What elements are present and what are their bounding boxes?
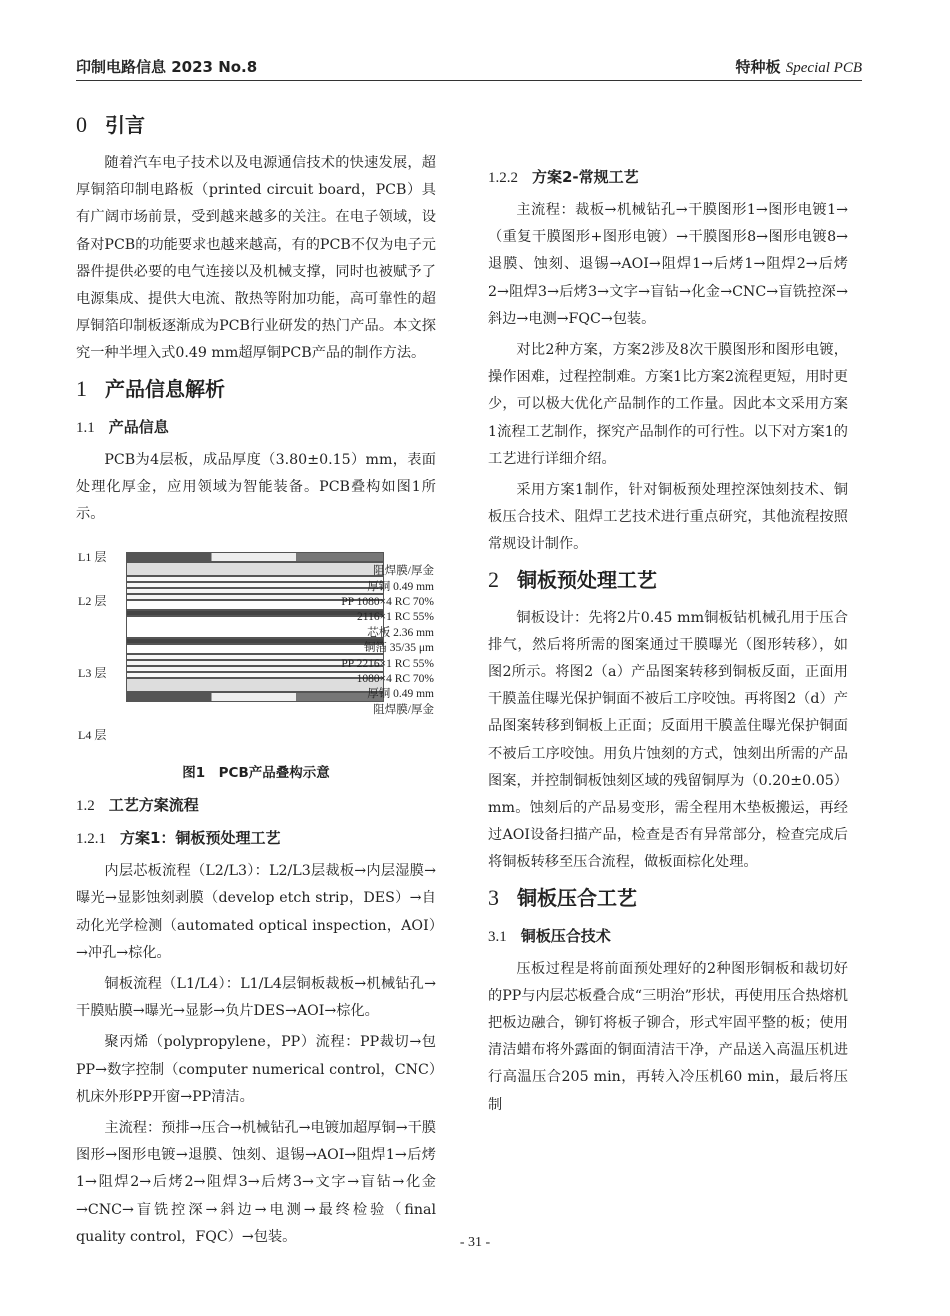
journal-title: 印制电路信息 2023 No.8 [76, 58, 258, 76]
heading-text: 铜板压合工艺 [517, 885, 637, 910]
section-tag-en: Special PCB [785, 60, 862, 76]
annotation: PP 2216×1 RC 55% [341, 657, 434, 670]
heading-number: 1.2.1 [76, 831, 106, 848]
heading-sec1-2 [76, 792, 436, 819]
stackup-annotations [310, 564, 434, 718]
pp-flow: 聚丙烯（polypropylene，PP）流程：PP裁切→包PP→数字控制（computer numerical control，CNC）机床外形PP开窗→PP清洁。 [76, 1034, 436, 1105]
right-column [488, 160, 848, 1123]
heading-number: 1 [76, 375, 87, 401]
intro-paragraph: 随着汽车电子技术以及电源通信技术的快速发展，超厚铜箔印制电路板（printed circuit board，PCB）具有广阔市场前景，受到越来越多的关注。在电子领域，设备对PCB的功能要求也越来越高，有的PCB不仅为电子元器件提供必要的电气连接以及机械支撑，同时也被赋予了电源集成、提供大电流、散热等附加功能，高可靠性的超厚铜箔印制板逐渐成为PCB行业研发的热门产品。本文探究一种半埋入式0.49 mm超厚铜PCB产品的制作方法。 [76, 155, 436, 362]
annotation: 厚铜 0.49 mm [367, 580, 434, 593]
heading-number: 1.2.2 [488, 170, 518, 186]
section-tag [736, 56, 862, 77]
heading-text: 引言 [105, 113, 145, 137]
heading-sec1-2-2 [488, 164, 848, 191]
heading-sec1 [76, 374, 436, 404]
heading-text: 方案2-常规工艺 [532, 168, 639, 186]
heading-text: 产品信息 [108, 417, 169, 436]
annotation: 厚铜 0.49 mm [367, 688, 434, 701]
page-number: - 31 - [459, 1235, 491, 1250]
heading-number: 3 [488, 884, 499, 910]
adopt-paragraph: 采用方案1制作，针对铜板预处理控深蚀刻技术、铜板压合技术、阻焊工艺技术进行重点研究，其他流程按照常规设计制作。 [488, 482, 848, 553]
heading-number: 1.2 [76, 798, 95, 815]
heading-sec0 [76, 110, 436, 140]
heading-sec3-1 [488, 923, 848, 950]
annotation: 铜箔 35/35 μm [363, 642, 434, 655]
product-info-paragraph: PCB为4层板，成品厚度（3.80±0.15）mm，表面处理化厚金，应用领域为智能装备。PCB叠构如图1所示。 [76, 451, 436, 523]
annotation: PP 1080×4 RC 70% [341, 596, 434, 609]
heading-text: 产品信息解析 [105, 376, 225, 401]
layer-l1-mask [126, 552, 384, 562]
layer-label-l3: L3 层 [78, 666, 107, 681]
heading-text: 工艺方案流程 [108, 796, 199, 815]
heading-number: 2 [488, 566, 499, 592]
lamination-paragraph: 压板过程是将前面预处理好的2种图形铜板和裁切好的PP与内层芯板叠合成“三明治”形状，再使用压合热熔机把板边融合，铆钉将板子铆合，形式牢固平整的板；使用清洁蜡布将外露面的铜面清洁干净，产品送入高温压机进行高温压合205 min，再转入冷压机60 min，最后将压制 [488, 960, 848, 1113]
page-header [76, 50, 862, 81]
annotation: 2116×1 RC 55% [357, 611, 434, 624]
figure-caption: 图1 PCB产品叠构示意 [182, 765, 330, 782]
heading-text: 铜板压合技术 [520, 926, 611, 945]
copper-plate-flow: 铜板流程（L1/L4）：L1/L4层铜板裁板→机械钻孔→干膜贴膜→曝光→显影→负片DES→AOI→棕化。 [76, 976, 436, 1020]
heading-sec1-1 [76, 414, 436, 441]
figure-1 [76, 538, 436, 788]
left-column [76, 104, 436, 1255]
heading-sec1-2-1 [76, 825, 436, 852]
main-flow-1: 主流程：预排→压合→机械钻孔→电镀加超厚铜→干膜图形→图形电镀→退膜、蚀刻、退锡→AOI→阻焊1→后烤1→阻焊2→后烤2→阻焊3→后烤3→文字→盲钻→化金→CNC→盲铣控深→斜边→电测→最终检验（final quality control，FQC）→包装。 [76, 1120, 436, 1245]
layer-label-l4: L4 层 [78, 728, 107, 743]
heading-number: 0 [76, 112, 87, 137]
heading-number: 1.1 [76, 419, 95, 436]
heading-number: 3.1 [488, 928, 507, 945]
inner-core-flow: 内层芯板流程（L2/L3）：L2/L3层裁板→内层湿膜→曝光→显影蚀刻剥膜（develop etch strip，DES）→自动化光学检测（automated optical inspection，AOI）→冲孔→棕化。 [76, 863, 436, 961]
main-flow-2: 主流程：裁板→机械钻孔→干膜图形1→图形电镀1→（重复干膜图形+图形电镀）→干膜图形8→图形电镀8→退膜、蚀刻、退锡→AOI→阻焊1→后烤1→阻焊2→后烤2→阻焊3→后烤3→文字→盲钻→化金→CNC→盲铣控深→斜边→电测→FQC→包装。 [488, 202, 848, 327]
heading-text: 铜板预处理工艺 [517, 567, 657, 592]
annotation: 阻焊膜/厚金 [373, 565, 434, 578]
heading-text: 方案1：铜板预处理工艺 [120, 829, 281, 848]
annotation: 1080×4 RC 70% [356, 673, 434, 686]
copper-pretreat-paragraph: 铜板设计：先将2片0.45 mm铜板钻机械孔用于压合排气，然后将所需的图案通过干膜曝光（图形转移），如图2所示。将图2（a）产品图案转移到铜板反面，正面用干膜盖住曝光保护铜面不被后工序咬蚀。再将图2（d）产品图案转移到铜板上正面；反面用干膜盖住曝光保护铜面不被后工序咬蚀。用负片蚀刻的方式，蚀刻出所需的产品图案，并控制铜板蚀刻区域的残留铜厚为（0.20±0.05）mm。蚀刻后的产品易变形，需全程用木垫板搬运，再经过AOI设备扫描产品，检查是否有异常部分，检查完成后将铜板转移至压合流程，做板面棕化处理。 [488, 609, 848, 871]
annotation: 阻焊膜/厚金 [373, 703, 434, 716]
annotation: 芯板 2.36 mm [367, 626, 434, 639]
section-tag-cn: 特种板 [735, 58, 781, 76]
layer-label-l2: L2 层 [78, 594, 107, 609]
compare-paragraph: 对比2种方案，方案2涉及8次干膜图形和图形电镀，操作困难，过程控制难。方案1比方案2流程更短，用时更少，可以极大优化产品制作的工作量。因此本文采用方案1流程工艺制作，探究产品制作的可行性。以下对方案1的工艺进行详细介绍。 [488, 342, 848, 467]
layer-label-l1: L1 层 [78, 550, 107, 565]
heading-sec2 [488, 565, 848, 595]
heading-sec3 [488, 883, 848, 913]
